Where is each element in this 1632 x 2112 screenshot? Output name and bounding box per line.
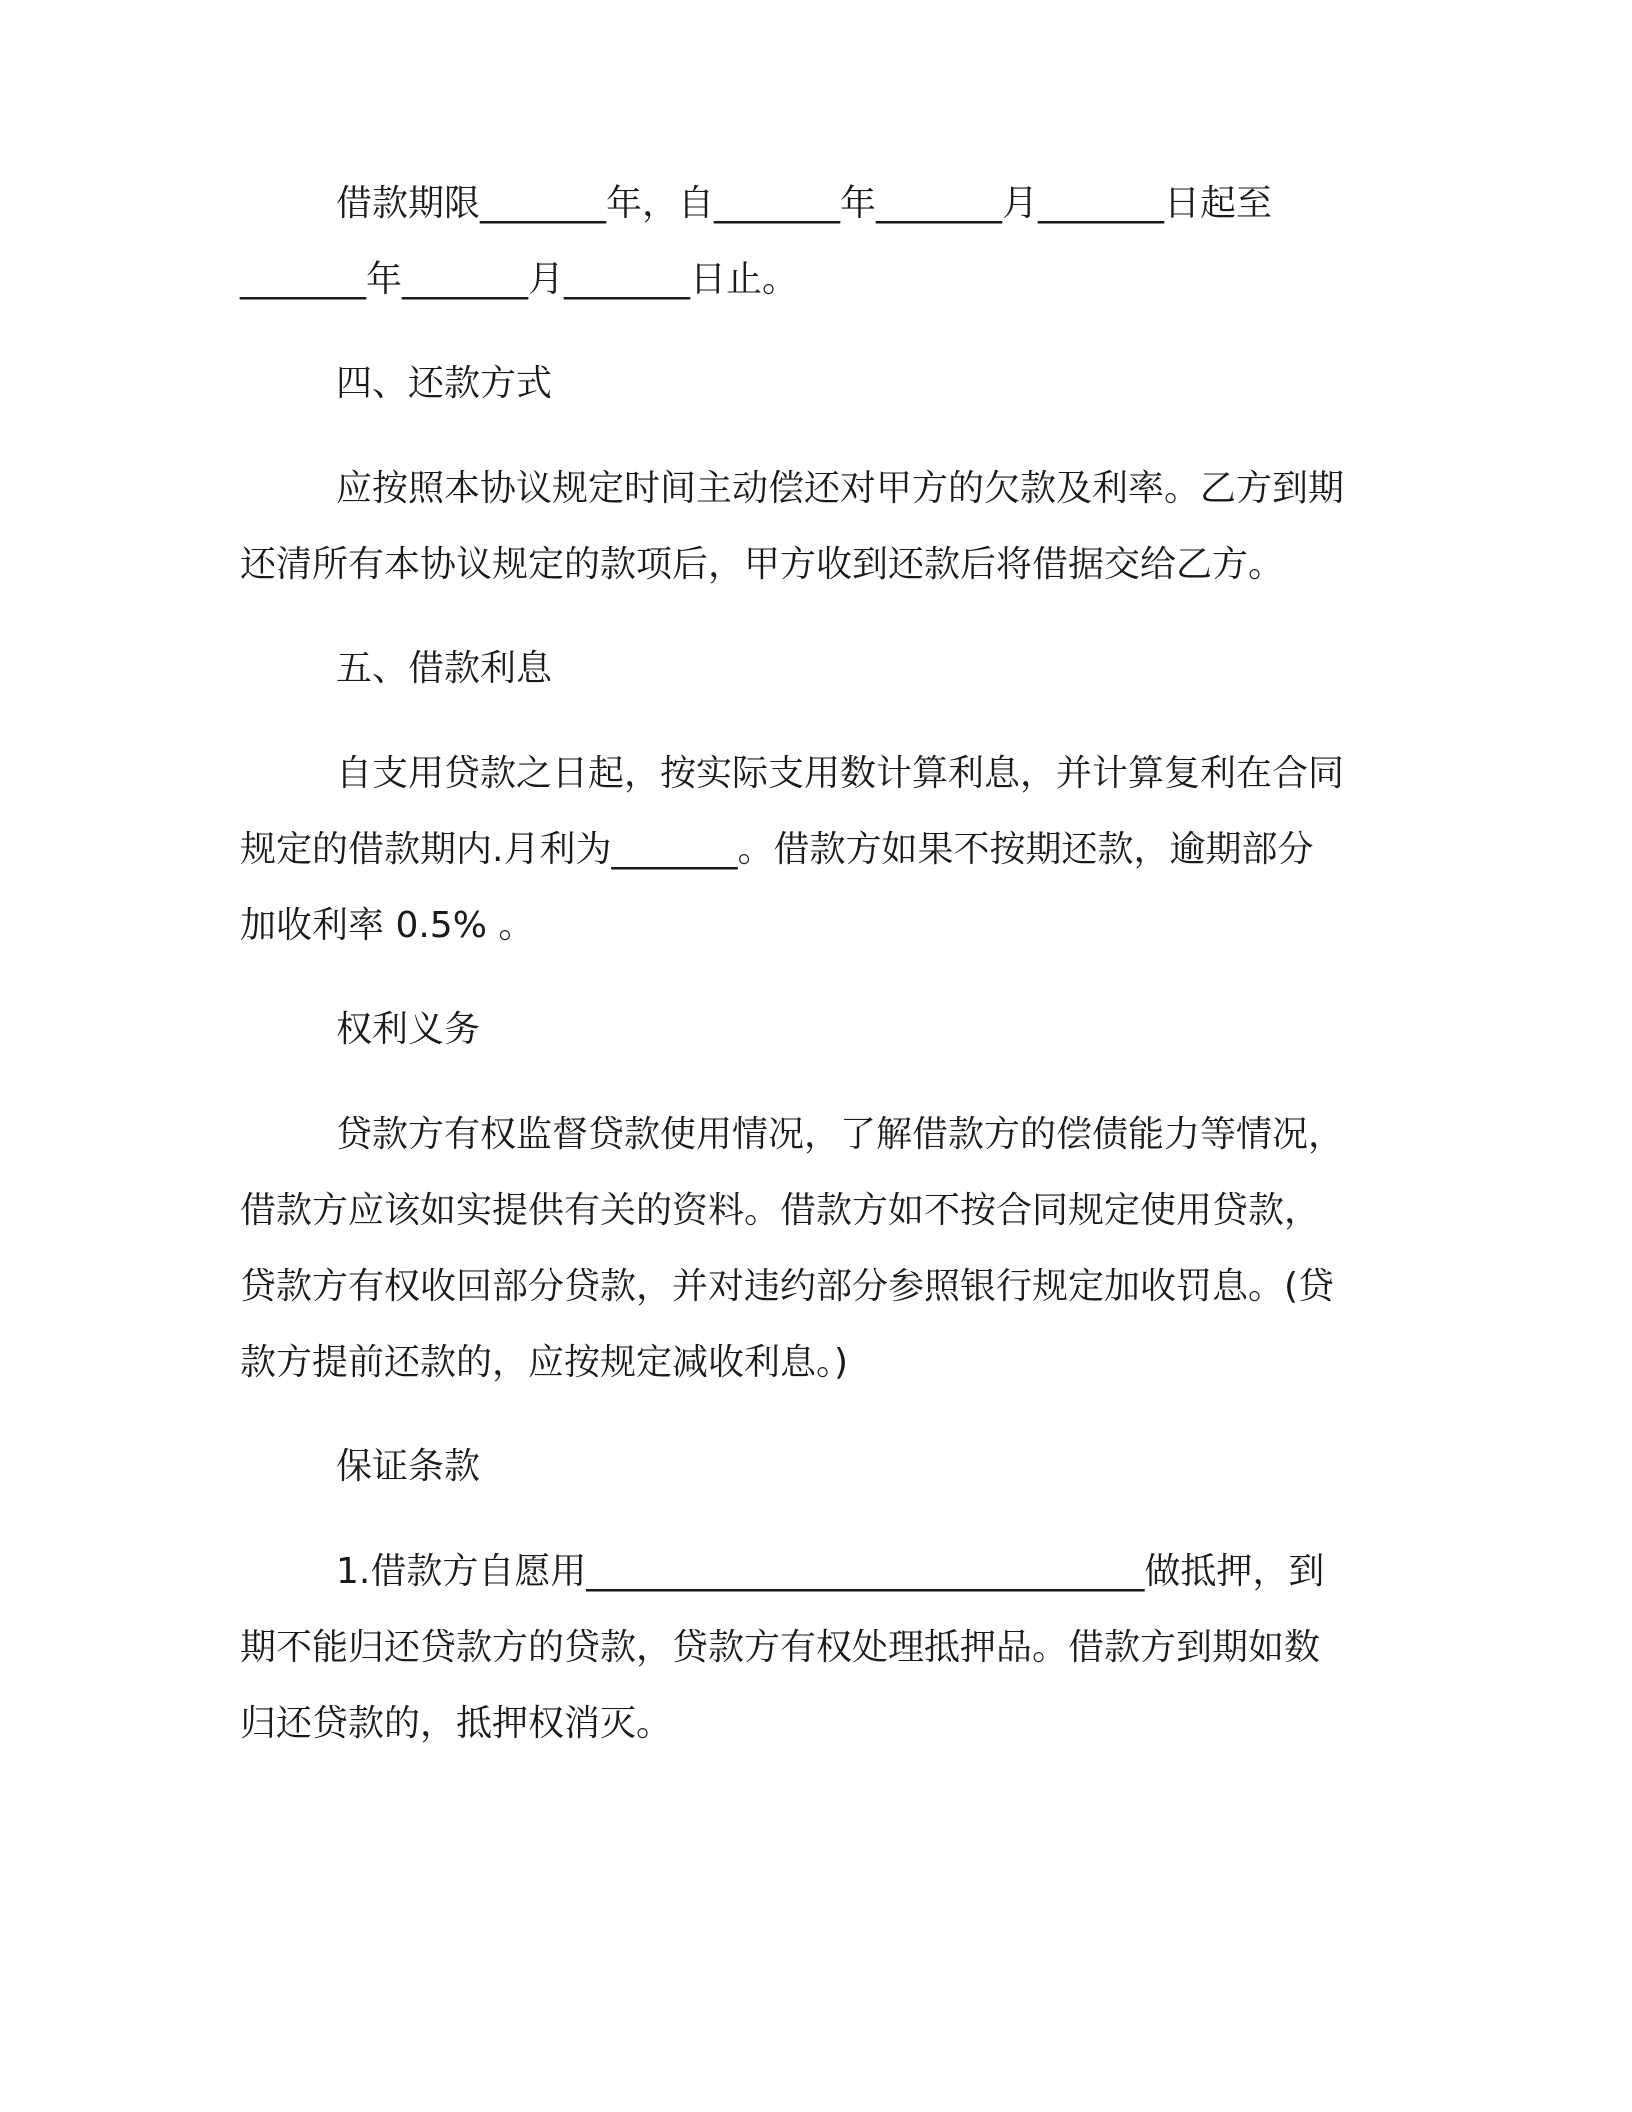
interest-line-2: 规定的借款期内.月利为_______。借款方如果不按期还款，逾期部分 xyxy=(240,829,1314,870)
loan-term-line-2: _______年_______月_______日止。 xyxy=(240,259,799,300)
rights-line-2: 借款方应该如实提供有关的资料。借款方如不按合同规定使用贷款， xyxy=(240,1190,1321,1231)
guarantee-line-1: 1.借款方自愿用_______________________________做抵押，到 xyxy=(336,1551,1325,1592)
section-heading-guarantee: 保证条款 xyxy=(336,1446,481,1487)
rights-line-1: 贷款方有权监督贷款使用情况，了解借款方的偿债能力等情况， xyxy=(336,1114,1345,1155)
repayment-line-1: 应按照本协议规定时间主动偿还对甲方的欠款及利率。乙方到期 xyxy=(336,468,1345,509)
interest-line-1: 自支用贷款之日起，按实际支用数计算利息，并计算复利在合同 xyxy=(336,753,1345,794)
guarantee-line-3: 归还贷款的，抵押权消灭。 xyxy=(240,1703,673,1744)
rights-line-3: 贷款方有权收回部分贷款，并对违约部分参照银行规定加收罚息。(贷 xyxy=(240,1266,1335,1307)
section-heading-repayment: 四、还款方式 xyxy=(336,363,553,404)
guarantee-line-2: 期不能归还贷款方的贷款，贷款方有权处理抵押品。借款方到期如数 xyxy=(240,1627,1321,1668)
repayment-line-2: 还清所有本协议规定的款项后，甲方收到还款后将借据交给乙方。 xyxy=(240,544,1285,585)
section-heading-rights: 权利义务 xyxy=(336,1009,481,1050)
rights-line-4: 款方提前还款的，应按规定减收利息。) xyxy=(240,1342,849,1383)
loan-term-line-1: 借款期限_______年，自_______年_______月_______日起至 xyxy=(336,183,1273,224)
interest-line-3: 加收利率 0.5% 。 xyxy=(240,905,535,946)
section-heading-interest: 五、借款利息 xyxy=(336,648,553,689)
